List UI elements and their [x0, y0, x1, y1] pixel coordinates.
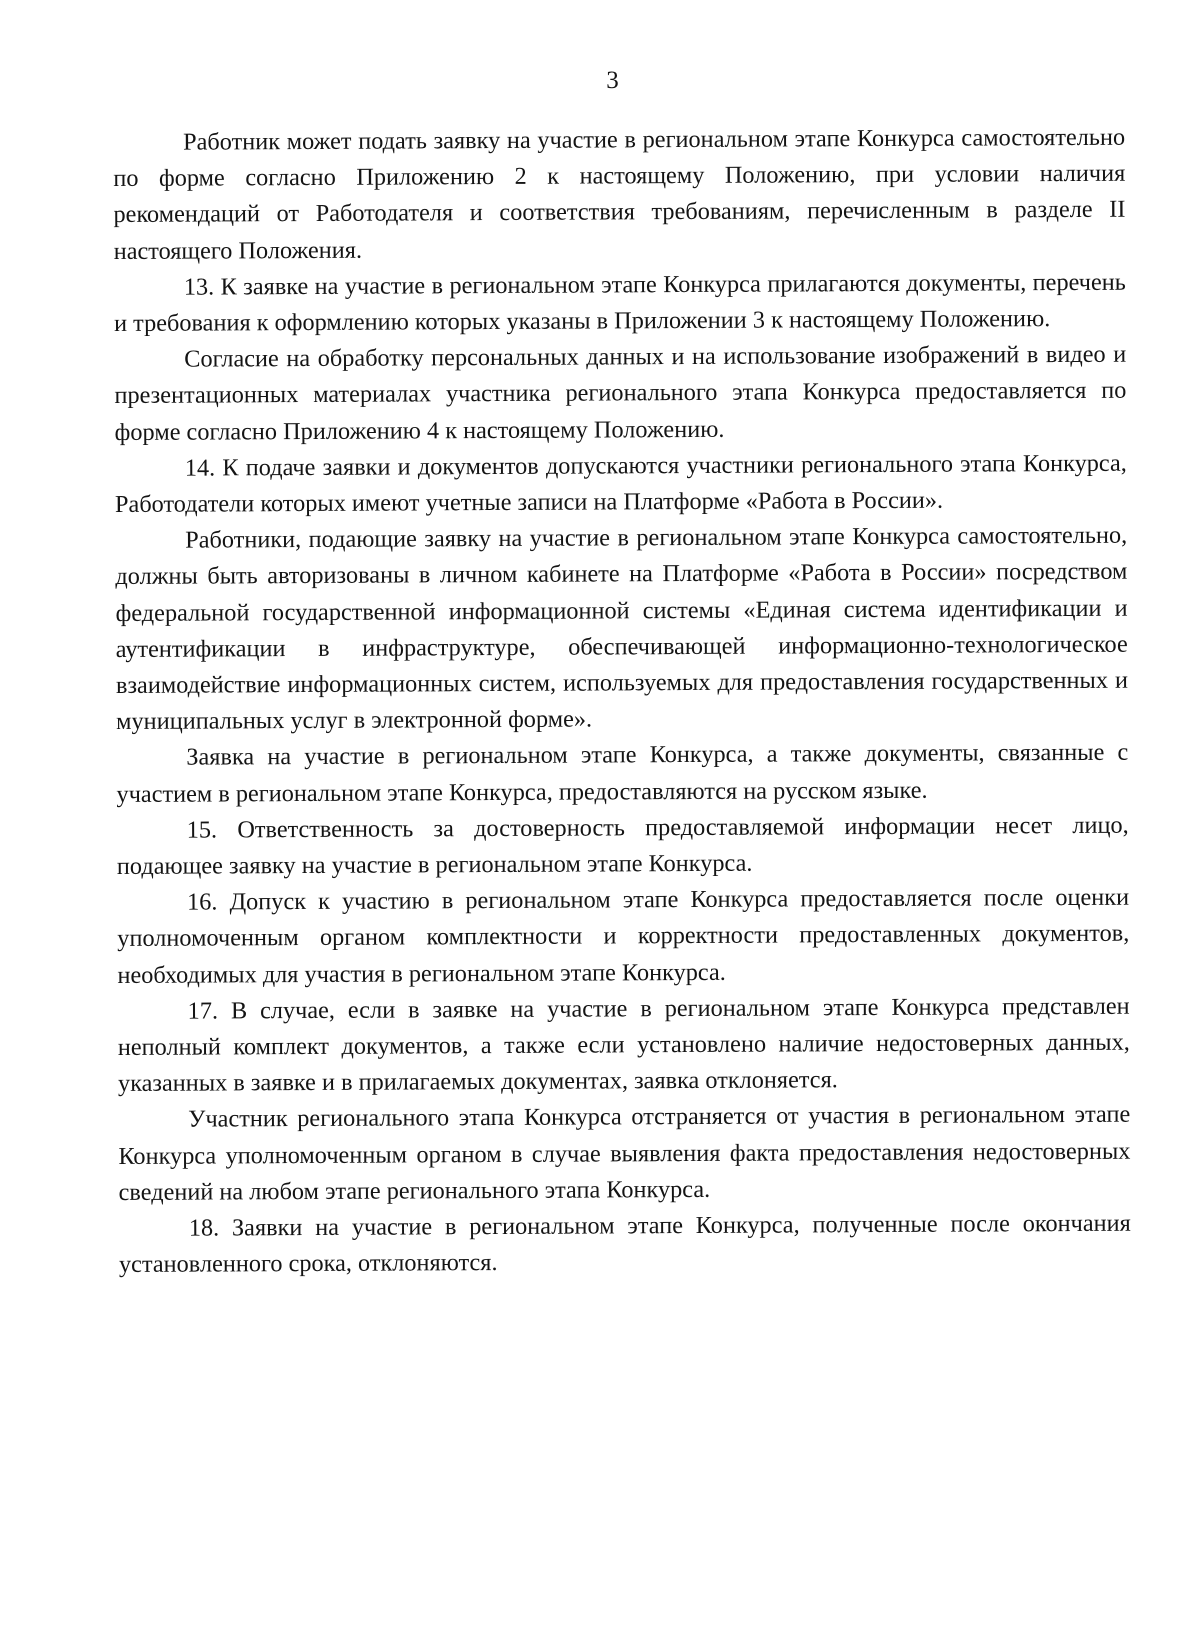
paragraph-disqualification: Участник регионального этапа Конкурса отстраняется от участия в региональном этапе Конкурса уполномоченным органом в случае выявления факта предоставления недостоверных сведений на любом этапе регионального этапа Конкурса. [118, 1101, 1131, 1206]
paragraph-consent: Согласие на обработку персональных данных и на использование изображений в видео и презентационных материалах участника регионального этапа Конкурса предоставляется по форме согласно Приложению 4 к настоящему Положению. [114, 340, 1127, 446]
paragraph-authorization: Работники, подающие заявку на участие в региональном этапе Конкурса самостоятельно, должны быть авторизованы в личном кабинете на Платформе «Работа в России» посредством федеральной государственной информационной системы «Единая система идентификации и аутентификации в инфраструктуре, обеспечивающей информационно-технологическое взаимодействие информационных систем, используемых для предоставления государственных и муниципальных услуг в электронной форме». [115, 521, 1128, 736]
paragraph-language: Заявка на участие в региональном этапе Конкурса, а также документы, связанные с участием в региональном этапе Конкурса, предоставляются на русском языке. [116, 739, 1129, 808]
paragraph-18-late-applications: 18. Заявки на участие в региональном этапе Конкурса, полученные после окончания установленного срока, отклоняются. [118, 1209, 1131, 1279]
paragraph-16-admission-evaluation: 16. Допуск к участию в региональном этапе Конкурса предоставляется после оценки уполномоченным органом комплектности и корректности предоставленных документов, необходимых для участия в региональном этапе Конкурса. [117, 883, 1130, 989]
document-body [113, 120, 1131, 1284]
paragraph-17-rejection: 17. В случае, если в заявке на участие в региональном этапе Конкурса представлен неполный комплект документов, а также если установлено наличие недостоверных данных, указанных в заявке и в прилагаемых документах, заявка отклоняется. [117, 992, 1130, 1098]
paragraph-application-self: Работник может подать заявку на участие в региональном этапе Конкурса самостоятельно по форме согласно Приложению 2 к настоящему Положению, при условии наличия рекомендаций от Работодателя и соответствия требованиям, перечисленным в разделе II настоящего Положения. [113, 123, 1126, 265]
paragraph-13-documents: 13. К заявке на участие в региональном этапе Конкурса прилагаются документы, перечень и требования к оформлению которых указаны в Приложении 3 к настоящему Положению. [113, 268, 1126, 338]
page-number: 3 [606, 67, 619, 94]
paragraph-14-admission: 14. К подаче заявки и документов допускаются участники регионального этапа Конкурса, Работодатели которых имеют учетные записи на Платформе «Работа в России». [114, 449, 1127, 519]
paragraph-15-responsibility: 15. Ответственность за достоверность предоставляемой информации несет лицо, подающее заявку на участие в региональном этапе Конкурса. [116, 811, 1129, 881]
